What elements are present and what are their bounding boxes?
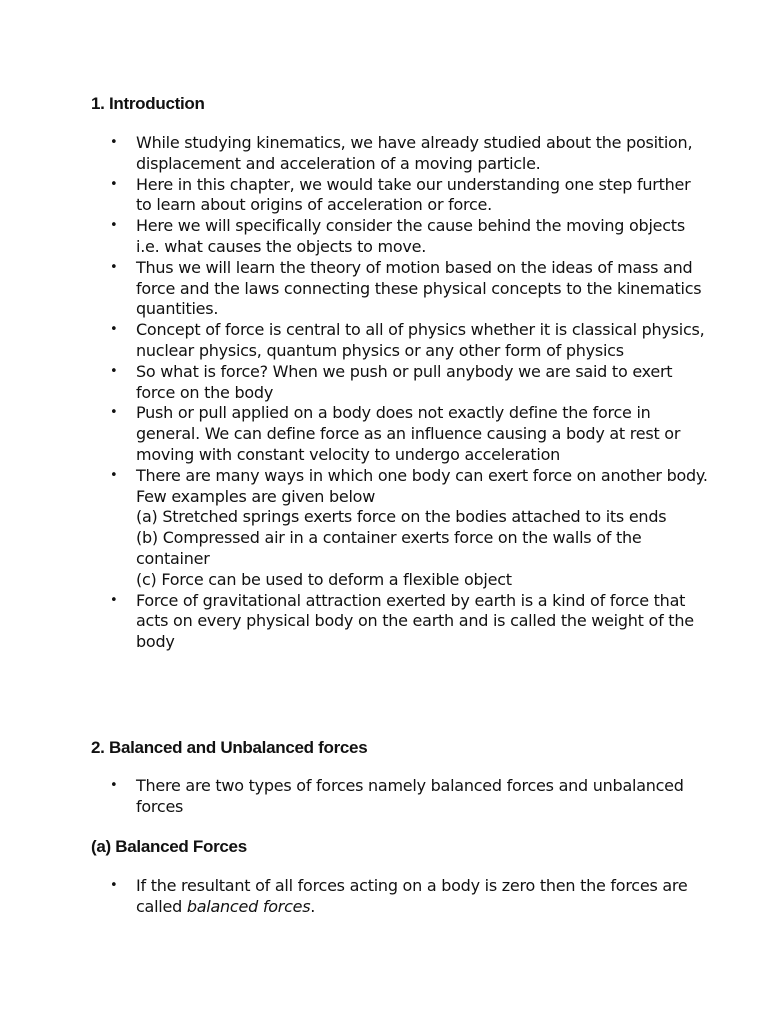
- list-item: [110, 591, 710, 653]
- bullet-icon: •: [110, 135, 118, 150]
- bullet-icon: •: [110, 259, 118, 275]
- list-item-text: Concept of force is central to all of physics whether it is classical physics, nuclear physics, quantum physics or any other form of physics: [136, 320, 705, 360]
- section-heading-balanced-unbalanced: 2. Balanced and Unbalanced forces: [91, 738, 368, 757]
- example-a: (a) Stretched springs exerts force on the bodies attached to its ends: [136, 507, 667, 527]
- list-item: [110, 403, 710, 465]
- list-item: [110, 133, 710, 175]
- bullet-icon: •: [110, 322, 118, 338]
- bullet-icon: •: [110, 176, 118, 192]
- list-item-text: Thus we will learn the theory of motion based on the ideas of mass and force and the laws connecting these physical concepts to the kinematics quantities.: [136, 257, 702, 319]
- list-item-text: Here we will specifically consider the cause behind the moving objects i.e. what causes the objects to move.: [136, 216, 685, 256]
- list-item: [110, 216, 710, 258]
- list-item: [110, 466, 710, 591]
- bullet-icon: •: [110, 218, 118, 234]
- balanced-unbalanced-list: [110, 776, 710, 818]
- bullet-icon: •: [110, 405, 118, 421]
- list-item: [110, 776, 710, 818]
- list-item-text: If the resultant of all forces acting on a body is zero then the forces are called: [136, 876, 688, 916]
- example-c: (c) Force can be used to deform a flexible object: [136, 569, 512, 589]
- emphasis-text: balanced forces: [186, 896, 311, 916]
- list-item: [110, 175, 710, 217]
- list-item-text: While studying kinematics, we have already studied about the position, displacement and acceleration of a moving particle.: [136, 133, 693, 173]
- introduction-list: [110, 133, 710, 653]
- bullet-icon: •: [110, 467, 118, 483]
- list-item-text: Push or pull applied on a body does not exactly define the force in general. We can define force as an influence causing a body at rest or moving with constant velocity to undergo acceleration: [136, 403, 681, 464]
- list-item-end: .: [310, 896, 316, 916]
- bullet-icon: •: [110, 778, 118, 793]
- list-item: [110, 258, 710, 320]
- list-item: [110, 362, 710, 404]
- list-item: [110, 320, 710, 362]
- list-item-text: So what is force? When we push or pull anybody we are said to exert force on the body: [136, 361, 673, 402]
- list-item-text: There are two types of forces namely balanced forces and unbalanced forces: [136, 776, 684, 816]
- list-item: [110, 876, 710, 918]
- section-heading-balanced-forces: (a) Balanced Forces: [91, 837, 247, 856]
- balanced-forces-list: [110, 876, 710, 918]
- example-b: (b) Compressed air in a container exerts force on the walls of the container: [136, 528, 642, 568]
- list-item-text: There are many ways in which one body can exert force on another body. Few examples are given below: [136, 465, 708, 506]
- bullet-icon: •: [110, 363, 118, 379]
- list-item-text: Here in this chapter, we would take our understanding one step further to learn about origins of acceleration or force.: [136, 174, 691, 215]
- bullet-icon: •: [110, 878, 118, 893]
- section-heading-introduction: 1. Introduction: [91, 94, 205, 113]
- bullet-icon: •: [110, 592, 118, 608]
- list-item-text: Force of gravitational attraction exerted by earth is a kind of force that acts on every physical body on the earth and is called the weight of the body: [136, 590, 694, 652]
